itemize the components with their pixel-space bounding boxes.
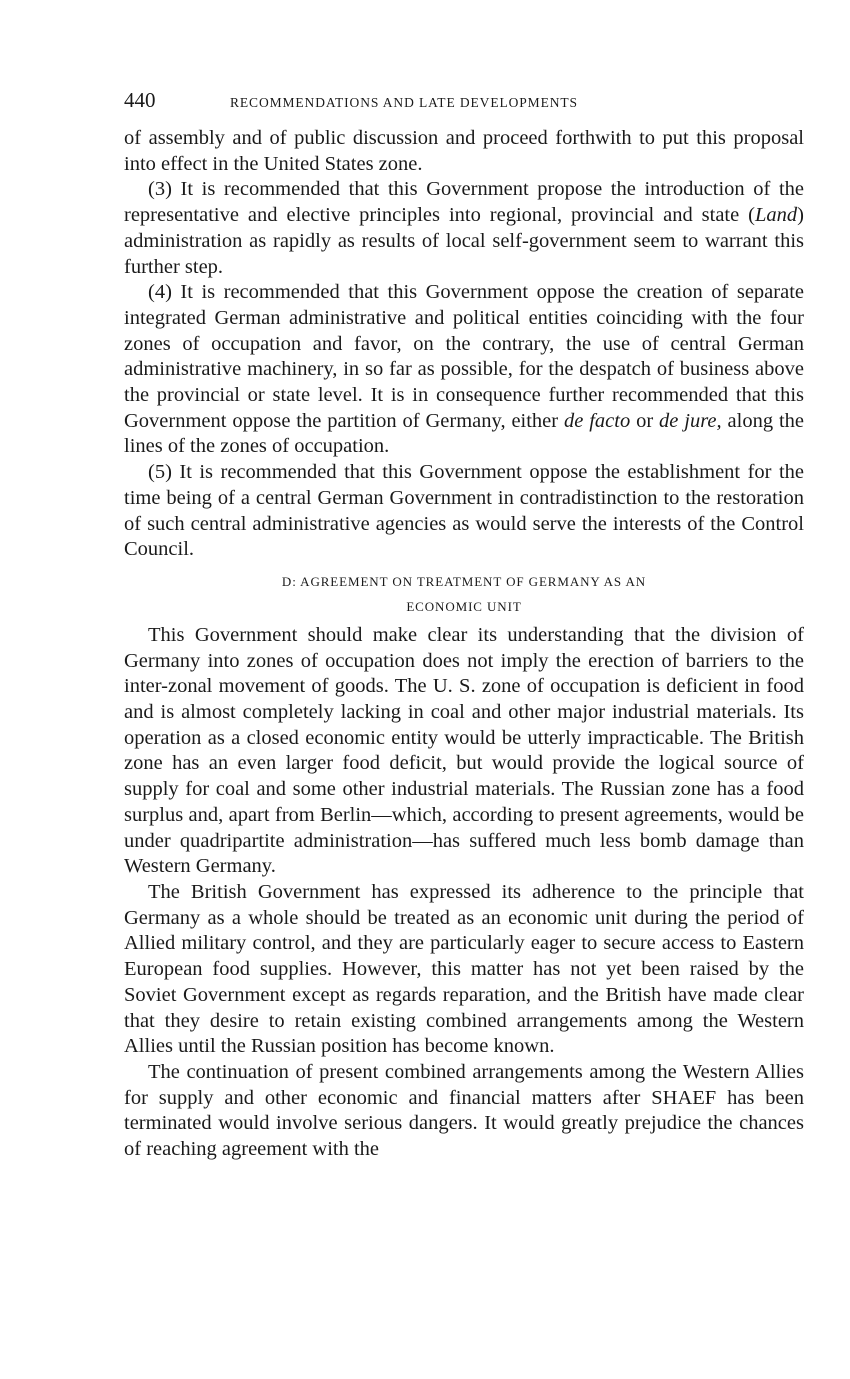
paragraph-continuation: of assembly and of public discussion and proceed forthwith to put this proposal into effect in the United States zone. bbox=[124, 127, 804, 175]
section-heading bbox=[124, 569, 804, 619]
text-segment: (3) It is recommended that this Government propose the introduction of the representative and elective principles into regional, provincial and state ( bbox=[124, 178, 804, 227]
text-segment: along the lines of the zones of occupation. bbox=[124, 409, 804, 458]
page-number: 440 bbox=[124, 88, 156, 112]
paragraph-economic-unit-3: The continuation of present combined arrangements among the Western Allies for supply and other economic and financial matters after SHAEF has been terminated would involve serious dangers. It would greatly prejudice the chances of reaching agreement with the bbox=[124, 1060, 804, 1161]
text-segment: (4) It is recommended that this Government oppose the creation of separate integrated German administrative and political entities coinciding with the four zones of occupation and favor, on the contrary, the use of central German administrative machinery, in so far as possible, for the despatch of business above the provincial or state level. It is in consequence further recommended that this Government oppose the partition of Germany, either bbox=[124, 281, 804, 432]
text-segment: or bbox=[630, 409, 660, 432]
paragraph-economic-unit-1: This Government should make clear its understanding that the division of Germany into zones of occupation does not imply the erection of barriers to the inter-zonal movement of goods. The U. S. zone of occupation is deficient in food and is almost completely lacking in coal and other major industrial materials. Its operation as a closed economic entity would be utterly impracticable. The British zone has an even larger food deficit, but would provide the logical source of supply for coal and some other industrial materials. The Russian zone has a food surplus and, apart from Berlin—which, according to present agreements, would be under quadripartite administration—has suffered much less bomb damage than Western Germany. bbox=[124, 623, 804, 878]
paragraph-recommendation-3 bbox=[124, 177, 804, 280]
text-segment: ) administration as rapidly as results of local self-government seem to warrant this further step. bbox=[124, 204, 804, 278]
italic-term-land: Land bbox=[755, 204, 798, 227]
paragraph-economic-unit-2: The British Government has expressed its adherence to the principle that Germany as a whole should be treated as an economic unit during the period of Allied military control, and they are particularly eager to secure access to Eastern European food supplies. However, this matter has not yet been raised by the Soviet Government except as regards reparation, and the British have made clear that they desire to retain existing combined arrangements among the Western Allies until the Russian position has become known. bbox=[124, 880, 804, 1058]
italic-term-de-jure: de jure, bbox=[659, 409, 722, 432]
running-header bbox=[124, 88, 804, 118]
italic-term-de-facto: de facto bbox=[563, 409, 631, 432]
paragraph-recommendation-5: (5) It is recommended that this Government oppose the establishment for the time being of a central German Government in contradistinction to the restoration of such central administrative agencies as would serve the interests of the Control Council. bbox=[124, 461, 804, 561]
section-heading-line-1: D: AGREEMENT ON TREATMENT OF GERMANY AS AN bbox=[281, 573, 647, 589]
document-page bbox=[124, 88, 804, 1163]
paragraph-recommendation-4 bbox=[124, 280, 804, 460]
running-header-title: RECOMMENDATIONS AND LATE DEVELOPMENTS bbox=[230, 95, 578, 110]
section-heading-line-2: ECONOMIC UNIT bbox=[406, 598, 522, 614]
